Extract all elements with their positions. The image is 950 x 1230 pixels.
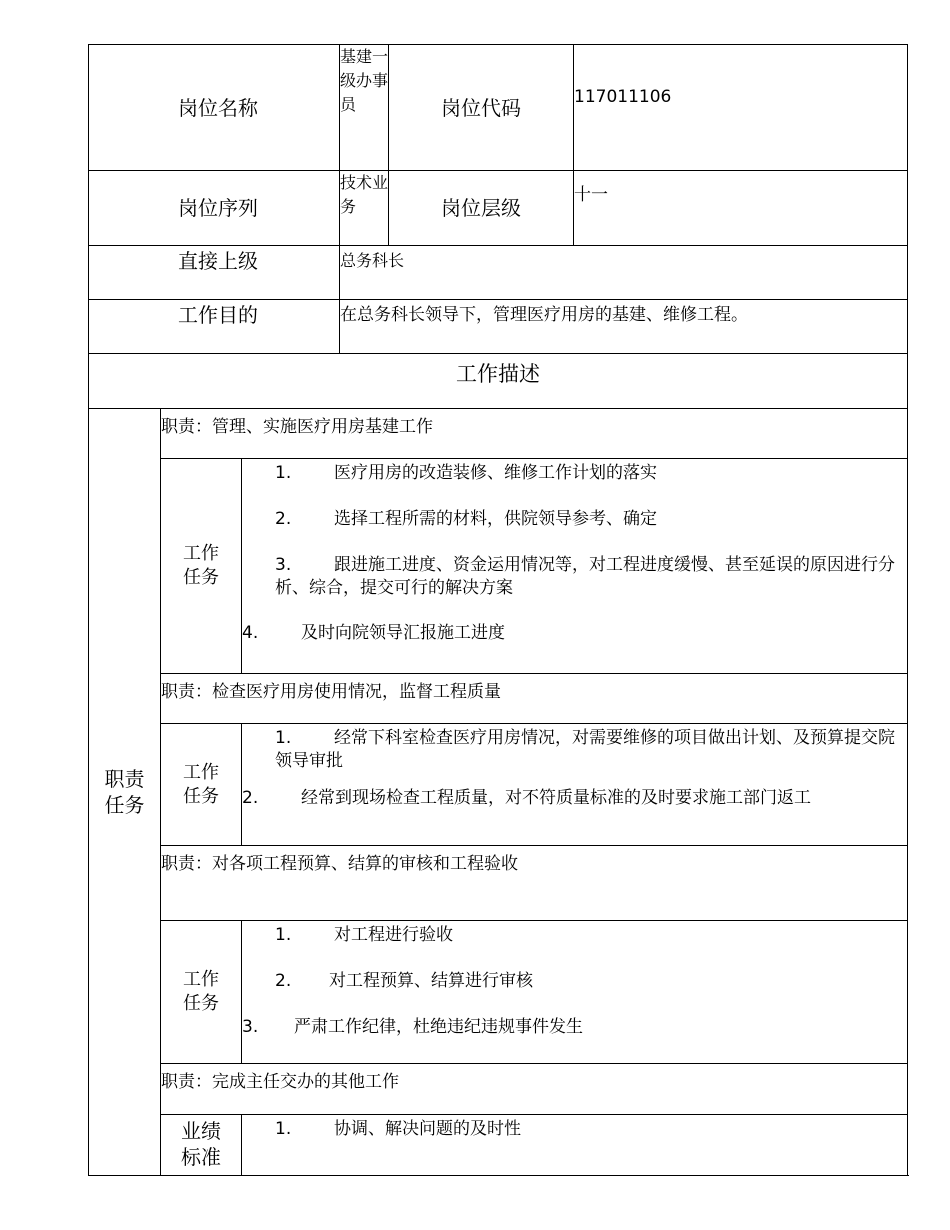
task-item: 3. 严肃工作纪律，杜绝违纪违规事件发生 [242, 1017, 583, 1037]
purpose-label: 工作目的 [89, 300, 340, 354]
purpose-value: 在总务科长领导下，管理医疗用房的基建、维修工程。 [340, 300, 908, 354]
post-level-value: 十一 [574, 171, 908, 246]
task-list [242, 921, 908, 1064]
task-label: 工作任务 [161, 921, 242, 1064]
duty-title: 职责：对各项工程预算、结算的审核和工程验收 [161, 846, 908, 921]
task-item: 1. 经常下科室检查医疗用房情况，对需要维修的项目做出计划、及预算提交院领导审批 [275, 728, 895, 771]
performance-item: 1. 协调、解决问题的及时性 [275, 1119, 521, 1139]
duties-label: 职责任务 [89, 409, 161, 1176]
performance-label: 业绩标准 [161, 1115, 242, 1176]
task-list [242, 459, 908, 674]
task-list [242, 724, 908, 846]
superior-value: 总务科长 [340, 246, 908, 300]
duty-title: 职责：完成主任交办的其他工作 [161, 1064, 908, 1115]
post-name-label: 岗位名称 [89, 45, 340, 171]
post-name-value: 基建一级办事员 [340, 45, 389, 171]
duty-title: 职责：管理、实施医疗用房基建工作 [161, 409, 908, 459]
superior-label: 直接上级 [89, 246, 340, 300]
task-item: 2. 经常到现场检查工程质量，对不符质量标准的及时要求施工部门返工 [242, 788, 811, 808]
task-item: 2. 对工程预算、结算进行审核 [275, 971, 533, 991]
post-level-label: 岗位层级 [389, 171, 574, 246]
task-label: 工作任务 [161, 459, 242, 674]
performance-list [242, 1115, 908, 1176]
task-item: 4. 及时向院领导汇报施工进度 [242, 623, 505, 643]
post-code-value: 117011106 [574, 45, 908, 171]
post-series-value: 技术业务 [340, 171, 389, 246]
task-item: 1. 对工程进行验收 [275, 925, 453, 945]
post-series-label: 岗位序列 [89, 171, 340, 246]
task-item: 2. 选择工程所需的材料，供院领导参考、确定 [275, 509, 657, 529]
task-item: 1. 医疗用房的改造装修、维修工作计划的落实 [275, 463, 657, 483]
task-item: 3. 跟进施工进度、资金运用情况等，对工程进度缓慢、甚至延误的原因进行分析、综合，提交可行的解决方案 [275, 555, 895, 598]
description-title: 工作描述 [89, 354, 908, 409]
post-code-label: 岗位代码 [389, 45, 574, 171]
task-label: 工作任务 [161, 724, 242, 846]
job-description-table [88, 44, 908, 1176]
duty-title: 职责：检查医疗用房使用情况，监督工程质量 [161, 674, 908, 724]
